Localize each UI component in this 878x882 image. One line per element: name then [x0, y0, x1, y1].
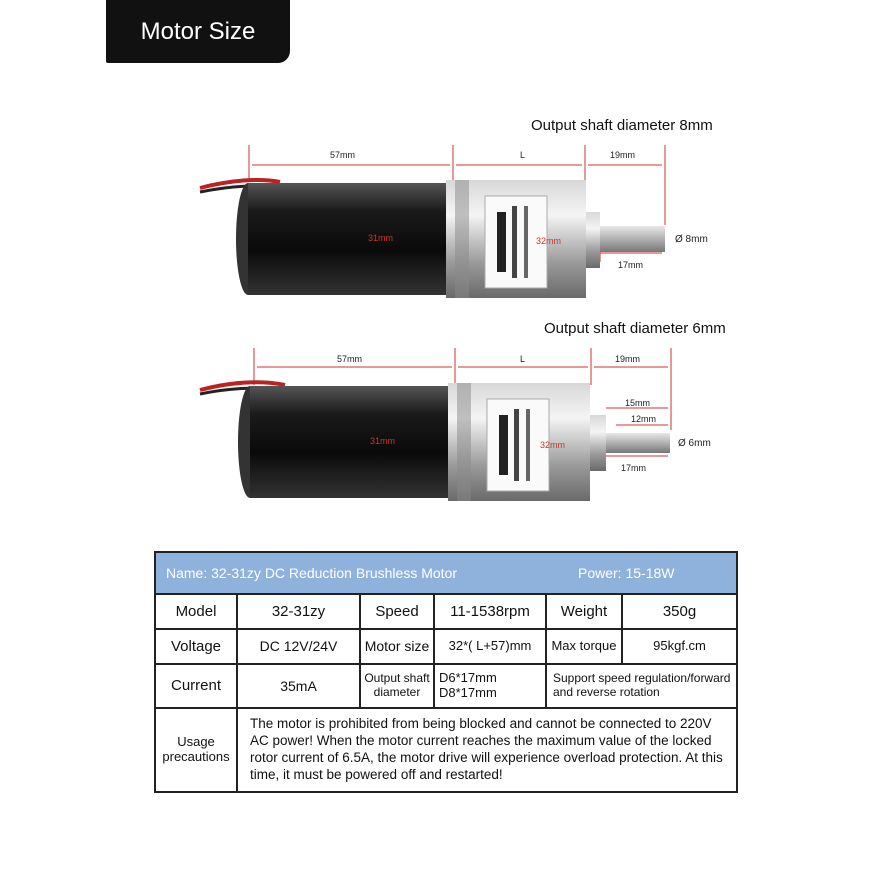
cell-label: Current — [156, 665, 238, 707]
shaft-d6: D6*17mm — [439, 670, 497, 686]
dim-body-length-2: 57mm — [337, 354, 363, 364]
dim-body-diameter: 31mm — [368, 233, 394, 243]
shaft-d8: D8*17mm — [439, 685, 497, 700]
usage-label: Usage precautions — [156, 709, 238, 791]
dim-shaft-diameter-2: Ø 6mm — [678, 438, 711, 449]
dim-gearbox-length: L — [520, 150, 526, 160]
spec-power: Power: 15-18W — [578, 565, 675, 581]
spec-table-header — [156, 553, 736, 595]
cell-label: Weight — [547, 595, 623, 628]
dim-gear-diameter-2: 32mm — [540, 440, 566, 450]
table-row — [156, 630, 736, 665]
cell-value: 35mA — [238, 665, 361, 707]
usage-text: The motor is prohibited from being blocked and cannot be connected to 220V AC power! When the motor current reaches the maximum value of the locked rotor current of 6.5A, the motor drive will experience overload protection. At this time, it must be powered off and restarted! — [250, 716, 723, 782]
cell-label: Motor size — [361, 630, 435, 663]
cell-value: 32-31zy — [238, 595, 361, 628]
spec-name: Name: 32-31zy DC Reduction Brushless Motor — [166, 565, 458, 581]
dim-shaft-length-2: 19mm — [615, 354, 641, 364]
cell-label: Voltage — [156, 630, 238, 663]
dim-shaft-17: 17mm — [618, 260, 644, 270]
cell-label: Speed — [361, 595, 435, 628]
dim-shaft-length: 19mm — [610, 150, 636, 160]
diagram2-title: Output shaft diameter 6mm — [544, 320, 726, 337]
dim-body-diameter-2: 31mm — [370, 436, 396, 446]
cell-feature: Support speed regulation/forward and reverse rotation — [553, 671, 731, 699]
cell-value: 95kgf.cm — [653, 638, 706, 654]
cell-label: Model — [156, 595, 238, 628]
cell-label: Output shaft diameter — [361, 665, 435, 707]
diagram1-title: Output shaft diameter 8mm — [531, 117, 713, 134]
cell-label: Max torque — [547, 630, 623, 663]
table-row — [156, 665, 736, 709]
cell-value: 32*( L+57)mm — [435, 630, 547, 663]
table-row — [156, 595, 736, 630]
dim-12mm: 12mm — [631, 414, 657, 424]
dim-gear-diameter: 32mm — [536, 236, 562, 246]
dim-body-length: 57mm — [330, 150, 356, 160]
cell-value: 350g — [662, 602, 697, 620]
dim-15mm: 15mm — [625, 398, 651, 408]
spec-table — [154, 551, 738, 793]
dim-shaft-17-2: 17mm — [621, 463, 647, 473]
cell-value: DC 12V/24V — [238, 630, 361, 663]
cell-value: 11-1538rpm — [435, 595, 547, 628]
dim-gearbox-length-2: L — [520, 354, 526, 364]
dim-shaft-diameter: Ø 8mm — [675, 234, 708, 245]
page-title: Motor Size — [140, 17, 256, 45]
table-row — [156, 709, 736, 791]
cell-shaft-values — [435, 665, 547, 707]
